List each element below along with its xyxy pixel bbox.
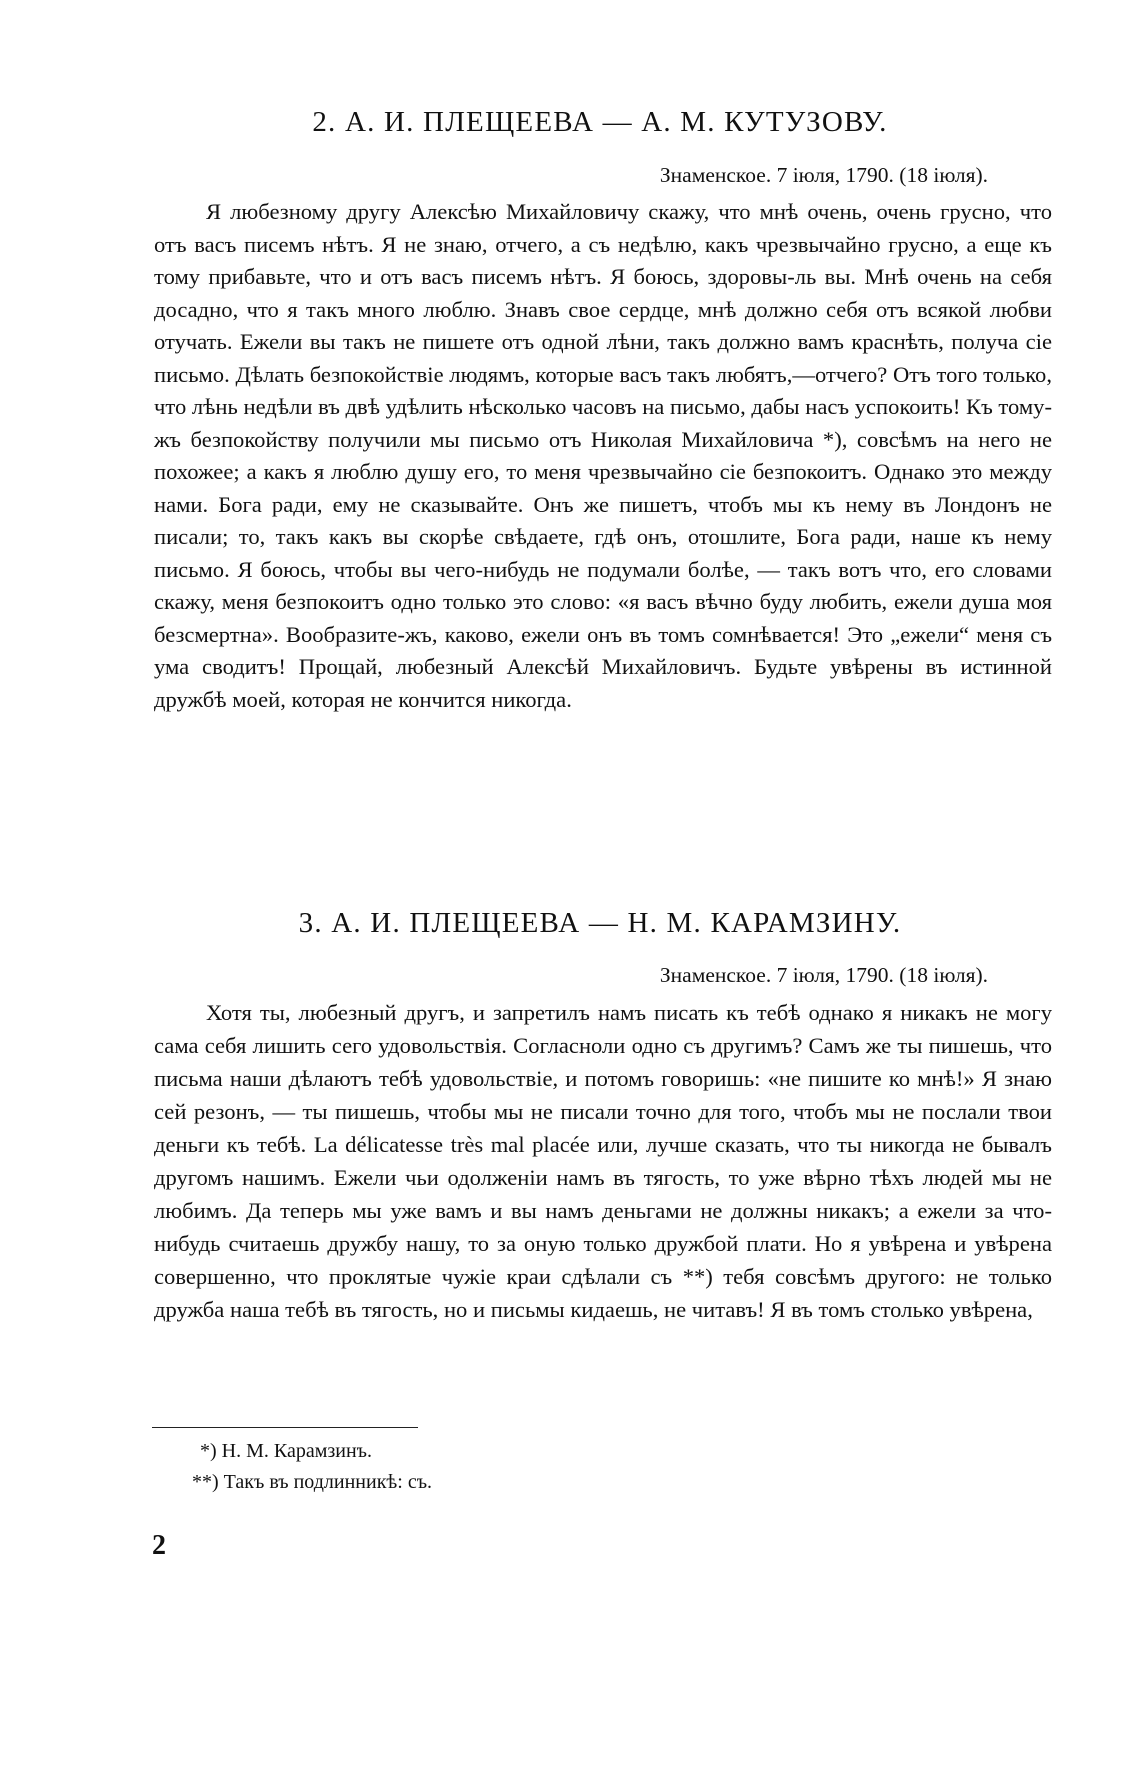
footnote-divider xyxy=(152,1427,418,1428)
letter-3-text: Хотя ты, любезный другъ, и запретилъ намъ писать къ тебѣ однако я никакъ не могу сама себя лишить сего удовольствія. Согласноли одно съ другимъ? Самъ же ты пишешь, что письма наши дѣлаютъ тебѣ удовольствіе, и потомъ говоришь: «не пишите ко мнѣ!» Я знаю сей резонъ, — ты пишешь, чтобы мы не писали точно для того, чтобъ мы не послали твои деньги къ тебѣ. La délicatesse très mal placée или, лучше сказать, что ты никогда не бывалъ другомъ нашимъ. Ежели чьи одолженіи намъ въ тягость, то уже вѣрно тѣхъ людей мы не любимъ. Да теперь мы уже вамъ и вы намъ деньгами не должны никакъ; а ежели за что-нибудь считаешь дружбу нашу, то за оную только дружбой плати. Но я увѣрена и увѣрена совершенно, что проклятые чужіе краи сдѣлали съ **) тебя совсѣмъ другого: не только дружба наша тебѣ въ тягость, но и письмы кидаешь, не читавъ! Я въ томъ столько увѣрена, xyxy=(154,1000,1052,1322)
footnote-2: **) Такъ въ подлинникѣ: съ. xyxy=(192,1471,433,1493)
letter-3-place-date: Знаменское. 7 іюля, 1790. (18 іюля). xyxy=(659,963,988,987)
letter-2-text: Я любезному другу Алексѣю Михайловичу скажу, что мнѣ очень, очень грусно, что отъ васъ писемъ нѣтъ. Я не знаю, отчего, а съ недѣлю, какъ чрезвычайно грусно, а еще къ тому прибавьте, что и отъ васъ писемъ нѣтъ. Я боюсь, здоровы-ль вы. Мнѣ очень на себя досадно, что я такъ много люблю. Знавъ свое сердце, мнѣ должно себя отъ всякой любви отучать. Ежели вы такъ не пишете отъ одной лѣни, такъ должно вамъ краснѣть, получа сіе письмо. Дѣлать безпокойствіе людямъ, которые васъ такъ любятъ,—отчего? Отъ того только, что лѣнь недѣли въ двѣ удѣлить нѣсколько часовъ на письмо, дабы насъ успокоить! Къ тому-жъ безпокойству получили мы письмо отъ Николая Михайловича *), совсѣмъ на него не похожее; а какъ я люблю душу его, то меня чрезвычайно сіе безпокоитъ. Однако это между нами. Бога ради, ему не сказывайте. Онъ же пишетъ, чтобъ мы къ нему въ Лондонъ не писали; то, такъ какъ вы скорѣе свѣдаете, гдѣ онъ, отошлите, Бога ради, наше къ нему письмо. Я боюсь, чтобы вы чего-нибудь не подумали болѣе, — такъ вотъ что, его словами скажу, меня безпокоитъ одно только это слово: «я васъ вѣчно буду любить, ежели душа моя безсмертна». Вообразите-жъ, каково, ежели онъ въ томъ сомнѣвается! Это „ежели“ меня съ ума сводитъ! Прощай, любезный Алексѣй Михайловичъ. Будьте увѣрены въ истинной дружбѣ моей, которая не кончится никогда. xyxy=(154,199,1052,712)
footnote-1: *) Н. М. Карамзинъ. xyxy=(200,1440,373,1462)
letter-2-title: 2. А. И. ПЛЕЩЕЕВА — А. М. КУТУЗОВУ. xyxy=(312,106,888,138)
page-number: 2 xyxy=(152,1530,166,1561)
letter-2-place-date: Знаменское. 7 іюля, 1790. (18 іюля). xyxy=(659,163,988,187)
letter-3-title: 3. А. И. ПЛЕЩЕЕВА — Н. М. КАРАМЗИНУ. xyxy=(298,907,902,939)
